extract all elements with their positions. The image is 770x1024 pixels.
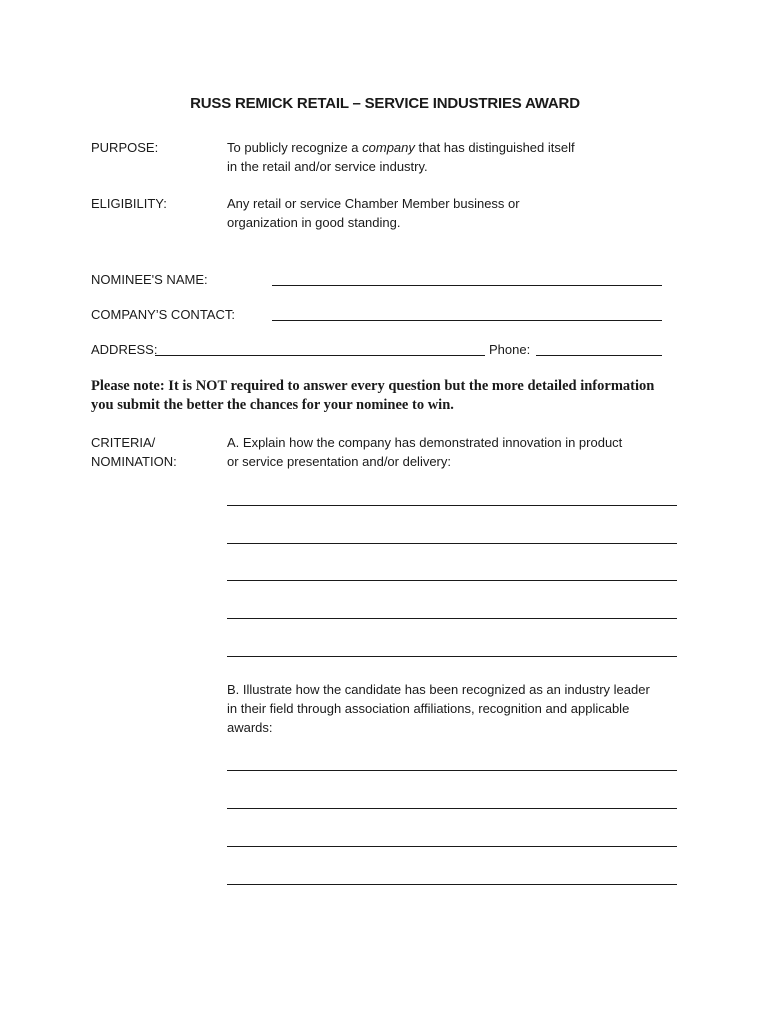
purpose-text-line2: in the retail and/or service industry. [227, 159, 428, 174]
question-b-line3: awards: [227, 720, 273, 735]
purpose-text-after: that has distinguished itself [414, 140, 575, 155]
answer-b-line-3[interactable] [227, 846, 677, 847]
nominee-name-label: NOMINEE'S NAME: [91, 272, 208, 287]
answer-b-line-4[interactable] [227, 884, 677, 885]
eligibility-label: ELIGIBILITY: [91, 196, 167, 211]
answer-a-line-3[interactable] [227, 580, 677, 581]
question-a-line2: or service presentation and/or delivery: [227, 454, 452, 469]
answer-b-line-2[interactable] [227, 808, 677, 809]
phone-label: Phone: [489, 342, 531, 357]
answer-a-line-5[interactable] [227, 656, 677, 657]
purpose-text-line1 [227, 138, 575, 157]
company-contact-field[interactable] [272, 320, 662, 321]
question-b-line2: in their field through association affiliations, recognition and applicable [227, 701, 630, 716]
answer-a-line-4[interactable] [227, 618, 677, 619]
answer-a-line-2[interactable] [227, 543, 677, 544]
note-line2: you submit the better the chances for your nominee to win. [91, 397, 454, 413]
nominee-name-field[interactable] [272, 285, 662, 286]
criteria-label-line1: CRITERIA/ [91, 435, 156, 450]
eligibility-text-line2: organization in good standing. [227, 215, 401, 230]
purpose-label: PURPOSE: [91, 140, 159, 155]
phone-field[interactable] [536, 355, 662, 356]
company-contact-label: COMPANY’S CONTACT: [91, 307, 235, 322]
question-a-line1: A. Explain how the company has demonstrated innovation in product [227, 435, 623, 450]
address-field[interactable] [155, 355, 485, 356]
note-line1: Please note: It is NOT required to answer every question but the more detailed information [91, 378, 655, 394]
question-b-line1: B. Illustrate how the candidate has been recognized as an industry leader [227, 682, 650, 697]
page-title: RUSS REMICK RETAIL – SERVICE INDUSTRIES AWARD [190, 95, 580, 112]
purpose-text-emphasis: company [362, 140, 415, 155]
eligibility-text-line1: Any retail or service Chamber Member business or [227, 196, 520, 211]
answer-b-line-1[interactable] [227, 770, 677, 771]
note-text [91, 377, 654, 415]
address-label: ADDRESS: [91, 342, 158, 357]
criteria-label-line2: NOMINATION: [91, 454, 177, 469]
answer-a-line-1[interactable] [227, 505, 677, 506]
purpose-text-before: To publicly recognize a [227, 140, 363, 155]
